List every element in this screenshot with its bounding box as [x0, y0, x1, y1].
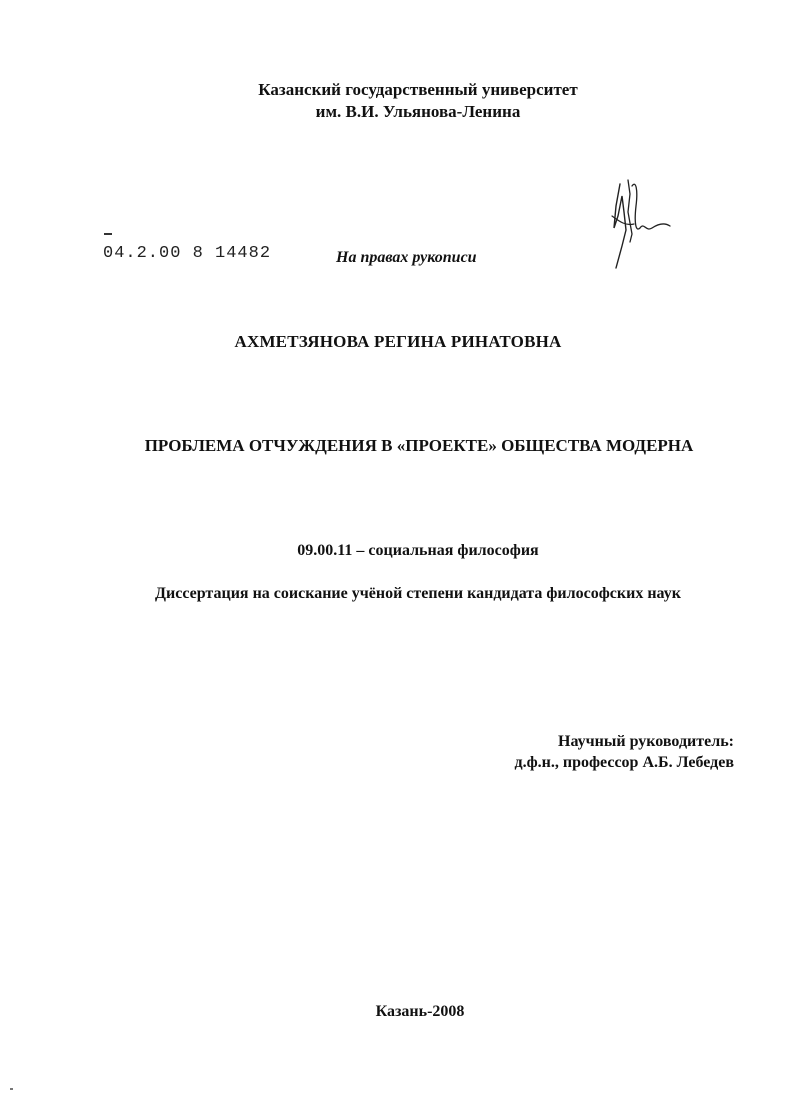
- archive-stamp-number: 04.2.00 8 14482: [103, 244, 272, 263]
- manuscript-rights-label: На правах рукописи: [336, 249, 477, 266]
- city-year: Казань-2008: [375, 1003, 465, 1020]
- dissertation-title: ПРОБЛЕМА ОТЧУЖДЕНИЯ В «ПРОЕКТЕ» ОБЩЕСТВА МОДЕРНА: [144, 436, 694, 455]
- supervisor-name: д.ф.н., профессор А.Б. Лебедев: [514, 754, 734, 771]
- archive-mark: [104, 233, 112, 235]
- degree-statement: Диссертация на соискание учёной степени кандидата философских наук: [155, 585, 681, 602]
- specialty-code: 09.00.11 – социальная философия: [297, 542, 539, 559]
- author-name: АХМЕТЗЯНОВА РЕГИНА РИНАТОВНА: [234, 332, 562, 351]
- university-dedication: им. В.И. Ульянова-Ленина: [315, 102, 521, 121]
- handwritten-signature: [606, 176, 676, 276]
- supervisor-label: Научный руководитель:: [558, 733, 734, 750]
- university-name: Казанский государственный университет: [258, 80, 578, 99]
- scan-artifact: [10, 1088, 13, 1090]
